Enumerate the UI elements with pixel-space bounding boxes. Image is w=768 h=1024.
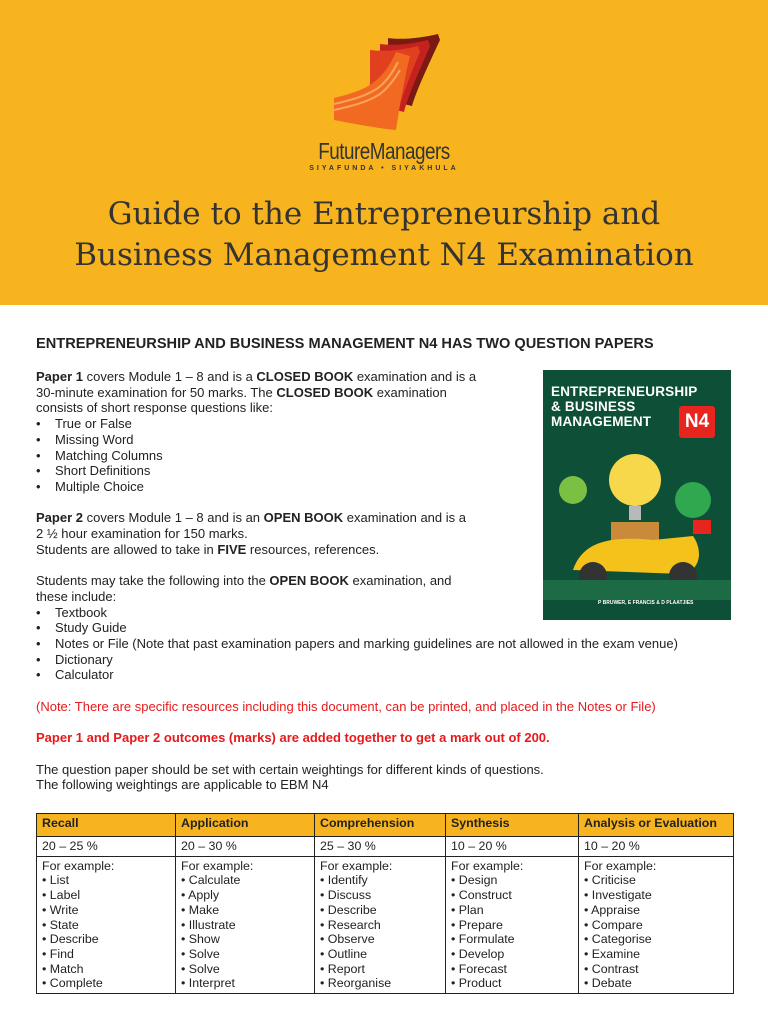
- example-item: • List: [42, 873, 70, 888]
- example-item: • Forecast: [451, 961, 507, 976]
- example-item: • Outline: [320, 946, 368, 961]
- example-item: • Discuss: [320, 888, 372, 903]
- example-item: • Product: [451, 976, 502, 991]
- example-item: • Solve: [181, 961, 220, 976]
- outcome-note: Paper 1 and Paper 2 outcomes (marks) are added together to get a mark out of 200.: [36, 730, 550, 746]
- example-item: • Observe: [320, 932, 375, 947]
- example-item: • Formulate: [451, 932, 515, 947]
- example-item: • Label: [42, 888, 81, 903]
- example-item: • Research: [320, 917, 381, 932]
- example-item: • Appraise: [584, 902, 641, 917]
- open-book-line-1: Students may take the following into the OPEN BOOK examination, and: [36, 573, 452, 589]
- book-title: ENTREPRENEURSHIP & BUSINESS MANAGEMENT: [551, 384, 698, 429]
- section-heading: ENTREPRENEURSHIP AND BUSINESS MANAGEMENT N4 HAS TWO QUESTION PAPERS: [36, 336, 654, 352]
- book-level-badge: N4: [679, 406, 715, 438]
- example-item: • Report: [320, 961, 365, 976]
- table-header-row: [37, 814, 734, 837]
- examples-cell: [446, 856, 579, 993]
- example-item: • Examine: [584, 946, 640, 961]
- example-item: • Plan: [451, 902, 484, 917]
- example-item: • Describe: [42, 932, 99, 947]
- weighting-percentage: 20 – 25 %: [37, 837, 176, 857]
- example-item: • Design: [451, 873, 498, 888]
- list-item: • Missing Word: [36, 432, 736, 448]
- example-item: • Debate: [584, 976, 632, 991]
- examples-label: For example:: [42, 858, 115, 873]
- book-authors: P BRUWER, E FRANCIS & D PLAATJIES: [598, 600, 694, 606]
- example-item: • Construct: [451, 888, 512, 903]
- example-item: • Investigate: [584, 888, 652, 903]
- example-item: • Develop: [451, 946, 505, 961]
- resources-note: (Note: There are specific resources including this document, can be printed, and placed in the Notes or File): [36, 698, 656, 714]
- examples-label: For example:: [451, 858, 524, 873]
- paper2-line-3: Students are allowed to take in FIVE resources, references.: [36, 541, 380, 557]
- paper1-line-3: consists of short response questions like:: [36, 400, 274, 416]
- examples-cell: [315, 856, 446, 993]
- example-item: • Apply: [181, 888, 220, 903]
- example-item: • Prepare: [451, 917, 503, 932]
- list-item: • Textbook: [36, 605, 736, 621]
- list-item: • Dictionary: [36, 652, 736, 668]
- paper1-line-1: Paper 1 covers Module 1 – 8 and is a CLOSED BOOK examination and is a: [36, 369, 477, 384]
- open-book-line-2: these include:: [36, 588, 117, 604]
- textbook-cover-image: [543, 370, 731, 620]
- example-item: • Find: [42, 946, 74, 961]
- example-item: • Complete: [42, 976, 103, 991]
- column-header: Synthesis: [446, 814, 579, 837]
- list-item: • Calculator: [36, 667, 736, 683]
- paper2-line-2: 2 ½ hour examination for 150 marks.: [36, 526, 248, 542]
- column-header: Application: [176, 814, 315, 837]
- example-item: • Make: [181, 902, 220, 917]
- example-item: • Contrast: [584, 961, 639, 976]
- examples-label: For example:: [320, 858, 393, 873]
- example-item: • Identify: [320, 873, 368, 888]
- example-item: • Write: [42, 902, 79, 917]
- paper2-line-1: Paper 2 covers Module 1 – 8 and is an OPEN BOOK examination and is a: [36, 510, 466, 526]
- title-line-1: Guide to the Entrepreneurship and: [107, 196, 661, 232]
- brand-name: FutureManagers: [318, 138, 450, 164]
- weighting-percentage: 20 – 30 %: [176, 837, 315, 857]
- example-item: • Criticise: [584, 873, 636, 888]
- examples-cell: [37, 856, 176, 993]
- examples-cell: [176, 856, 315, 993]
- example-item: • Illustrate: [181, 917, 236, 932]
- example-item: • Describe: [320, 902, 377, 917]
- example-item: • Show: [181, 932, 220, 947]
- column-header: Recall: [37, 814, 176, 837]
- brand-tagline: SIYAFUNDA • SIYAKHULA: [309, 165, 459, 172]
- header-banner: [0, 0, 768, 305]
- table-row: [37, 837, 734, 857]
- column-header: Analysis or Evaluation: [579, 814, 734, 837]
- title-line-2: Business Management N4 Examination: [74, 237, 694, 273]
- examples-cell: [579, 856, 734, 993]
- future-managers-logo-icon: [330, 30, 442, 140]
- list-item: • Multiple Choice: [36, 479, 736, 495]
- paper1-line-2: 30-minute examination for 50 marks. The CLOSED BOOK examination: [36, 384, 447, 400]
- list-item: • True or False: [36, 416, 736, 432]
- example-item: • Calculate: [181, 873, 241, 888]
- example-item: • Reorganise: [320, 976, 392, 991]
- column-header: Comprehension: [315, 814, 446, 837]
- page-title: [20, 194, 748, 276]
- weighting-percentage: 10 – 20 %: [579, 837, 734, 857]
- list-item: • Matching Columns: [36, 448, 736, 464]
- list-item: • Notes or File (Note that past examination papers and marking guidelines are not allowed in the exam venue): [36, 636, 736, 652]
- example-item: • Categorise: [584, 932, 652, 947]
- weighting-percentage: 25 – 30 %: [315, 837, 446, 857]
- table-row: [37, 856, 734, 993]
- example-item: • Match: [42, 961, 84, 976]
- example-item: • Interpret: [181, 976, 235, 991]
- weighting-line-2: The following weightings are applicable to EBM N4: [36, 777, 329, 793]
- examples-label: For example:: [584, 858, 657, 873]
- weighting-percentage: 10 – 20 %: [446, 837, 579, 857]
- example-item: • State: [42, 917, 79, 932]
- weightings-table: [36, 813, 734, 994]
- scooter-illustration-icon: [543, 440, 731, 600]
- example-item: • Compare: [584, 917, 643, 932]
- example-item: • Solve: [181, 946, 220, 961]
- weighting-line-1: The question paper should be set with certain weightings for different kinds of questions.: [36, 761, 544, 777]
- list-item: • Short Definitions: [36, 463, 736, 479]
- examples-label: For example:: [181, 858, 254, 873]
- list-item: • Study Guide: [36, 620, 736, 636]
